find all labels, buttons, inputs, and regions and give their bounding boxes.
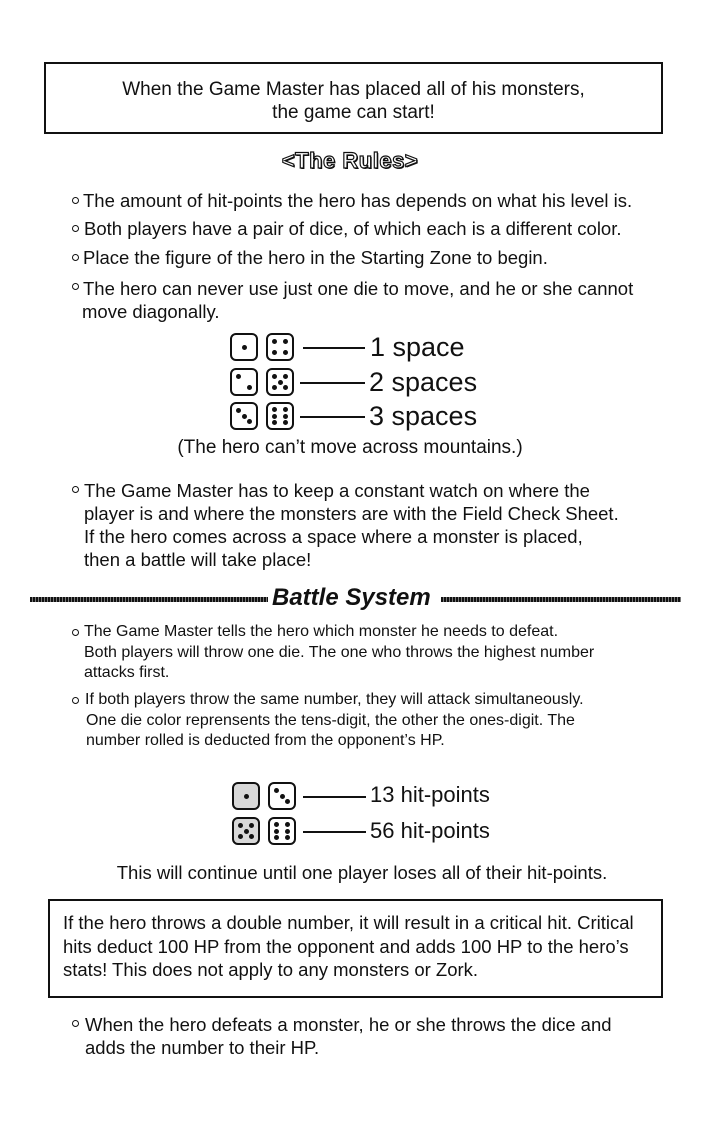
critical-line: hits deduct 100 HP from the opponent and adds 100 HP to the hero’s bbox=[63, 935, 629, 957]
bullet-icon bbox=[72, 486, 79, 493]
movement-label: 2 spaces bbox=[369, 367, 478, 397]
movement-table bbox=[0, 330, 728, 440]
rule-text: number rolled is deducted from the opponent’s HP. bbox=[86, 732, 445, 749]
movement-label: 3 spaces bbox=[369, 401, 478, 431]
rule-item bbox=[72, 479, 712, 571]
die-six-icon bbox=[266, 402, 294, 430]
rule-text: move diagonally. bbox=[82, 301, 220, 322]
die-three-icon bbox=[230, 402, 258, 430]
section-divider bbox=[30, 597, 268, 602]
bullet-icon bbox=[72, 629, 79, 636]
hp-label: 13 hit-points bbox=[370, 782, 490, 807]
die-three-icon bbox=[268, 782, 296, 810]
die-four-icon bbox=[266, 333, 294, 361]
rule-text: Place the figure of the hero in the Starting Zone to begin. bbox=[83, 247, 548, 268]
die-six-icon bbox=[268, 817, 296, 845]
section-divider bbox=[441, 597, 681, 602]
rule-text: If the hero comes across a space where a monster is placed, bbox=[84, 526, 583, 547]
connector-line bbox=[300, 416, 365, 418]
rule-text: adds the number to their HP. bbox=[85, 1037, 320, 1058]
hp-label: 56 hit-points bbox=[370, 818, 490, 843]
movement-note: (The hero can’t move across mountains.) bbox=[177, 437, 523, 458]
rule-text: player is and where the monsters are with the Field Check Sheet. bbox=[84, 503, 619, 524]
critical-line: If the hero throws a double number, it will result in a critical hit. Critical bbox=[63, 912, 634, 933]
rules-title: <The Rules> bbox=[281, 148, 419, 173]
continue-note: This will continue until one player loses all of their hit-points. bbox=[116, 862, 608, 883]
connector-line bbox=[303, 831, 366, 833]
bullet-icon bbox=[72, 197, 79, 204]
die-one-gray-icon bbox=[232, 782, 260, 810]
rule-text: When the hero defeats a monster, he or she throws the dice and bbox=[85, 1014, 612, 1035]
rule-text: The Game Master has to keep a constant watch on where the bbox=[84, 480, 590, 501]
rule-text: attacks first. bbox=[84, 664, 170, 681]
rule-item bbox=[72, 622, 712, 684]
movement-label: 1 space bbox=[370, 332, 465, 362]
connector-line bbox=[303, 796, 366, 798]
rule-text: If both players throw the same number, they will attack simultaneously. bbox=[85, 691, 584, 708]
rule-text: then a battle will take place! bbox=[84, 549, 312, 570]
rule-item bbox=[72, 277, 712, 323]
critical-line: stats! This does not apply to any monsters or Zork. bbox=[63, 959, 479, 980]
rule-text: The Game Master tells the hero which monster he needs to defeat. bbox=[84, 623, 559, 640]
rule-text: Both players have a pair of dice, of which each is a different color. bbox=[84, 218, 622, 239]
critical-hit-box bbox=[48, 899, 663, 998]
battle-title: Battle System bbox=[272, 584, 431, 611]
bullet-icon bbox=[72, 697, 79, 704]
connector-line bbox=[303, 347, 365, 349]
intro-box bbox=[44, 62, 663, 134]
die-five-icon bbox=[266, 368, 294, 396]
rule-item bbox=[72, 1013, 712, 1059]
rule-text: Both players will throw one die. The one who throws the highest number bbox=[84, 643, 595, 661]
hp-table bbox=[0, 779, 728, 849]
connector-line bbox=[300, 382, 365, 384]
rule-text: One die color reprensents the tens-digit, the other the ones-digit. The bbox=[86, 711, 575, 729]
rule-item bbox=[72, 690, 712, 752]
intro-line-2: the game can start! bbox=[272, 102, 435, 123]
die-two-icon bbox=[230, 368, 258, 396]
rule-text: The hero can never use just one die to move, and he or she cannot bbox=[83, 278, 634, 299]
bullet-icon bbox=[72, 225, 79, 232]
rule-text: The amount of hit-points the hero has depends on what his level is. bbox=[83, 190, 633, 211]
die-five-gray-icon bbox=[232, 817, 260, 845]
bullet-icon bbox=[72, 1020, 79, 1027]
bullet-icon bbox=[72, 254, 79, 261]
die-one-icon bbox=[230, 333, 258, 361]
intro-line-1: When the Game Master has placed all of his monsters, bbox=[122, 79, 585, 100]
bullet-icon bbox=[72, 283, 79, 290]
